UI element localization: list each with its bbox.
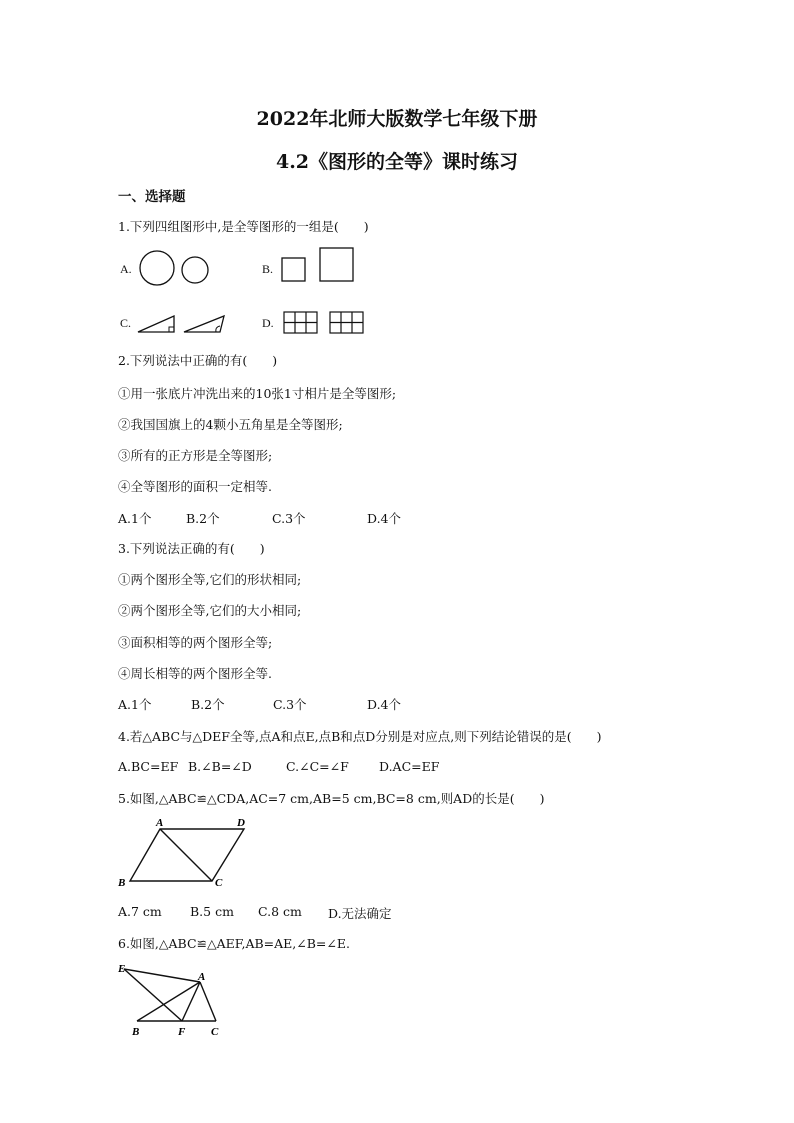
q3-option-c: C.3个	[273, 697, 307, 712]
q6-figure-triangles	[112, 958, 237, 1038]
q1-label-b: B.	[262, 262, 274, 276]
q1-label-a: A.	[120, 262, 132, 276]
q2-item-1: ①用一张底片冲洗出来的10张1寸相片是全等图形;	[118, 386, 397, 401]
q2-option-b: B.2个	[186, 511, 220, 526]
q1-figure-d-grids	[282, 310, 368, 336]
q5-option-d: D.无法确定	[328, 906, 392, 921]
q3-item-4: ④周长相等的两个图形全等.	[118, 666, 272, 681]
q6-label-f: F	[178, 1026, 186, 1038]
q5-label-b: B	[118, 877, 126, 889]
q5-option-b: B.5 cm	[190, 904, 234, 919]
page-title: 2022年北师大版数学七年级下册	[256, 108, 538, 130]
q4-option-a: A.BC=EF	[118, 759, 179, 774]
q1-label-c: C.	[120, 316, 132, 330]
q3-option-b: B.2个	[191, 697, 225, 712]
q3-item-2: ②两个图形全等,它们的大小相同;	[118, 603, 302, 618]
q5-option-a: A.7 cm	[118, 904, 162, 919]
q5-option-c: C.8 cm	[258, 904, 302, 919]
q1-figure-b-squares	[280, 246, 360, 286]
q6-label-b: B	[132, 1026, 140, 1038]
q1-stem: 1.下列四组图形中,是全等图形的一组是( )	[118, 219, 369, 234]
q5-label-d: D	[237, 817, 245, 829]
q3-option-a: A.1个	[118, 697, 152, 712]
q5-stem: 5.如图,△ABC≌△CDA,AC=7 cm,AB=5 cm,BC=8 cm,则AD的长是( )	[118, 791, 545, 806]
q6-label-c: C	[211, 1026, 219, 1038]
q4-option-b: B.∠B=∠D	[188, 759, 252, 774]
q5-label-a: A	[156, 817, 164, 829]
q2-item-3: ③所有的正方形是全等图形;	[118, 448, 273, 463]
q3-stem: 3.下列说法正确的有( )	[118, 541, 265, 556]
q2-item-2: ②我国国旗上的4颗小五角星是全等图形;	[118, 417, 343, 432]
q2-stem: 2.下列说法中正确的有( )	[118, 353, 278, 368]
q5-label-c: C	[215, 877, 223, 889]
q5-figure-parallelogram	[112, 814, 262, 894]
q6-label-a: A	[198, 971, 206, 983]
q6-stem: 6.如图,△ABC≌△AEF,AB=AE,∠B=∠E.	[118, 936, 350, 951]
q4-option-c: C.∠C=∠F	[286, 759, 349, 774]
q1-figure-a-circles	[137, 248, 217, 288]
q6-label-e: E	[118, 963, 126, 975]
q3-item-3: ③面积相等的两个图形全等;	[118, 635, 273, 650]
q2-option-c: C.3个	[272, 511, 306, 526]
q2-item-4: ④全等图形的面积一定相等.	[118, 479, 272, 494]
q3-option-d: D.4个	[367, 697, 402, 712]
q2-option-d: D.4个	[367, 511, 402, 526]
section-heading: 一、选择题	[118, 189, 186, 205]
q2-option-a: A.1个	[118, 511, 152, 526]
q4-option-d: D.AC=EF	[379, 759, 440, 774]
q1-label-d: D.	[262, 316, 274, 330]
q4-stem: 4.若△ABC与△DEF全等,点A和点E,点B和点D分别是对应点,则下列结论错误的是( )	[118, 729, 602, 744]
q1-figure-c-triangles	[136, 311, 236, 335]
page-subtitle: 4.2《图形的全等》课时练习	[275, 151, 519, 173]
q3-item-1: ①两个图形全等,它们的形状相同;	[118, 572, 302, 587]
